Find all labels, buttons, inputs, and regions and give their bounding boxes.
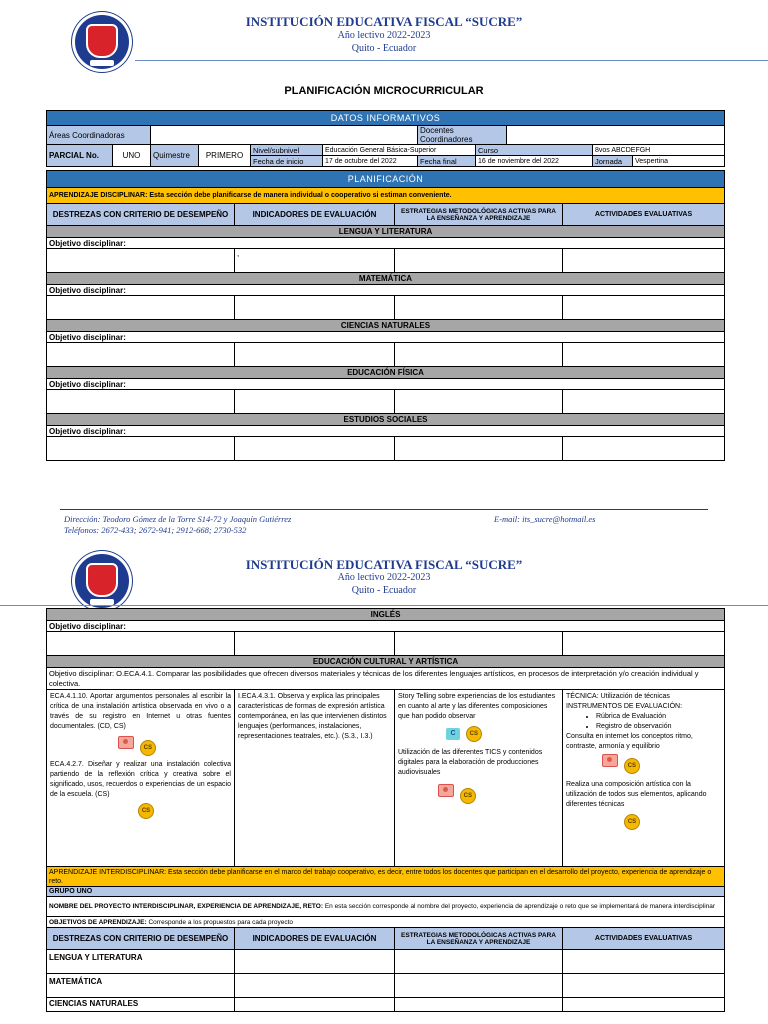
presentation-icon bbox=[602, 754, 618, 767]
subject-header: MATEMÁTICA bbox=[47, 273, 725, 285]
actividades-cell[interactable] bbox=[563, 390, 725, 414]
destreza-1: ECA.4.1.10. Aportar argumentos personales al escribir la crítica de una instalación artística observada en vivo o a través de su registro en Internet u otras fuentes documentales. (CD, CS) bbox=[50, 693, 231, 730]
row-matematica: MATEMÁTICA bbox=[47, 974, 235, 998]
indicadores-cell[interactable] bbox=[235, 632, 395, 656]
datos-section-title: DATOS INFORMATIVOS bbox=[47, 111, 725, 126]
act-realiza: Realiza una composición artística con la utilización de todos sus elementos, aplicando diferentes técnicas bbox=[566, 781, 707, 808]
act-consulta-icons bbox=[566, 752, 721, 780]
subject-header: ESTUDIOS SOCIALES bbox=[47, 414, 725, 426]
planificacion-section-title: PLANIFICACIÓN bbox=[47, 171, 725, 188]
objetivo-label: Objetivo disciplinar: bbox=[47, 426, 725, 437]
school-location: Quito - Ecuador bbox=[351, 43, 417, 54]
act-realiza-icons bbox=[566, 810, 721, 830]
subject-header: EDUCACIÓN FÍSICA bbox=[47, 367, 725, 379]
institution-name: INSTITUCIÓN EDUCATIVA FISCAL “SUCRE” bbox=[245, 557, 523, 572]
footer-address: Dirección: Teodoro Gómez de la Torre S14-72 y Joaquín Gutiérrez bbox=[64, 514, 292, 524]
eca-estrategias-cell[interactable] bbox=[395, 690, 563, 867]
actividades-cell[interactable] bbox=[563, 249, 725, 273]
objetivo-label: Objetivo disciplinar: bbox=[47, 379, 725, 390]
destrezas-cell[interactable] bbox=[47, 632, 235, 656]
indicadores-cell[interactable] bbox=[235, 974, 395, 998]
destrezas-cell[interactable] bbox=[47, 437, 235, 461]
stray-mark: , bbox=[237, 249, 240, 258]
nivel-value: Educación General Básica-Superior bbox=[323, 145, 476, 156]
quimestre-label: Quimestre bbox=[151, 145, 199, 167]
actividades-cell[interactable] bbox=[563, 974, 725, 998]
actividades-cell[interactable] bbox=[563, 343, 725, 367]
cs-badge-icon: CS bbox=[624, 758, 640, 774]
indicadores-cell[interactable] bbox=[235, 437, 395, 461]
col-indicadores: INDICADORES DE EVALUACIÓN bbox=[235, 204, 395, 226]
estrategia-2: Utilización de las diferentes TICS y contenidos digitales para la elaboración de producciones audiovisuales bbox=[398, 749, 543, 776]
actividades-cell[interactable] bbox=[563, 950, 725, 974]
destreza-2-icons bbox=[50, 800, 231, 819]
cs-badge-icon: CS bbox=[138, 803, 154, 819]
quimestre-value: PRIMERO bbox=[199, 145, 251, 167]
c-badge-icon: C bbox=[446, 728, 460, 740]
objetivos-label: OBJETIVOS DE APRENDIZAJE: bbox=[49, 918, 147, 926]
indicadores-cell[interactable] bbox=[235, 950, 395, 974]
school-location: Quito - Ecuador bbox=[351, 585, 417, 596]
proyecto-label: NOMBRE DEL PROYECTO INTERDISCIPLINAR, EXPERIENCIA DE APRENDIZAJE, RETO: bbox=[49, 903, 323, 910]
col-actividades: ACTIVIDADES EVALUATIVAS bbox=[563, 204, 725, 226]
curso-value: 8vos ABCDEFGH bbox=[593, 145, 725, 156]
header-rule bbox=[0, 605, 768, 606]
nivel-label: Nivel/subnivel bbox=[251, 145, 323, 156]
disciplinar-note: APRENDIZAJE DISCIPLINAR: Esta sección debe planificarse de manera individual o cooperativo si estiman conveniente. bbox=[47, 188, 725, 204]
estrategia-1: Story Telling sobre experiencias de los estudiantes en cuanto al arte y las diferentes composiciones que han podido observar bbox=[398, 693, 556, 720]
docentes-label: Docentes Coordinadores bbox=[418, 126, 507, 145]
destreza-2: ECA.4.2.7. Diseñar y realizar una instalación colectiva partiendo de la reflexión crítica y creativa sobre el significado, usos, recuerdos o experiencias de un espacio de la escuela. (CS) bbox=[50, 761, 231, 798]
footer-rule bbox=[60, 509, 708, 510]
cs-badge-icon: CS bbox=[460, 788, 476, 804]
act-bullet: • Rúbrica de Evaluación bbox=[596, 712, 721, 722]
fecha-final-value: 16 de noviembre del 2022 bbox=[476, 156, 593, 167]
actividades-cell[interactable] bbox=[563, 998, 725, 1012]
row-lengua: LENGUA Y LITERATURA bbox=[47, 950, 235, 974]
areas-value[interactable] bbox=[151, 126, 418, 145]
indicadores-cell[interactable] bbox=[235, 998, 395, 1012]
indicadores-cell[interactable] bbox=[235, 343, 395, 367]
act-bullet-list bbox=[566, 712, 721, 732]
fecha-inicio-value: 17 de octubre del 2022 bbox=[323, 156, 418, 167]
eca-objetivo: Objetivo disciplinar: O.ECA.4.1. Comparar las posibilidades que ofrecen diversos materiales y técnicas de los diferentes lenguajes artísticos, en procesos de interpretación y/o creación individual y colectiva. bbox=[47, 668, 725, 690]
col-destrezas: DESTREZAS CON CRITERIO DE DESEMPEÑO bbox=[47, 928, 235, 950]
actividades-cell[interactable] bbox=[563, 437, 725, 461]
areas-label: Áreas Coordinadoras bbox=[47, 126, 151, 145]
objetivo-label: Objetivo disciplinar: bbox=[47, 285, 725, 296]
indicadores-cell[interactable] bbox=[235, 390, 395, 414]
footer-phones: Teléfonos: 2672-433; 2672-941; 2912-668; 2730-532 bbox=[64, 525, 247, 535]
estrategia-2-icons bbox=[398, 778, 559, 804]
presentation-icon bbox=[118, 736, 134, 749]
indicador: I.ECA.4.3.1. Observa y explica las principales características de formas de expresión artística contemporánea, en las que intervienen distintos lenguajes (performances, instalaciones, representaciones teatrales, etc.). (S.3., I.3.) bbox=[238, 693, 387, 740]
estrategias-cell[interactable] bbox=[395, 296, 563, 320]
destrezas-cell[interactable] bbox=[47, 343, 235, 367]
indicadores-cell[interactable] bbox=[235, 296, 395, 320]
cs-badge-icon: CS bbox=[140, 740, 156, 756]
subject-header: LENGUA Y LITERATURA bbox=[47, 226, 725, 238]
estrategias-cell[interactable] bbox=[395, 437, 563, 461]
jornada-value: Vespertina bbox=[633, 156, 725, 167]
act-consulta: Consulta en internet los conceptos ritmo, contraste, armonía y equilibrio bbox=[566, 733, 693, 750]
estrategias-cell[interactable] bbox=[395, 249, 563, 273]
cs-badge-icon: CS bbox=[466, 726, 482, 742]
curso-label: Curso bbox=[476, 145, 593, 156]
act-tecnica: TÉCNICA: Utilización de técnicas bbox=[566, 693, 670, 700]
footer-email[interactable]: E-mail: its_sucre@hotmail.es bbox=[494, 514, 596, 524]
actividades-cell[interactable] bbox=[563, 296, 725, 320]
col-actividades: ACTIVIDADES EVALUATIVAS bbox=[563, 928, 725, 950]
page2-table bbox=[46, 608, 725, 1012]
document-title: PLANIFICACIÓN MICROCURRICULAR bbox=[284, 85, 484, 97]
estrategias-cell[interactable] bbox=[395, 974, 563, 998]
estrategias-cell[interactable] bbox=[395, 950, 563, 974]
objetivo-label: Objetivo disciplinar: bbox=[47, 332, 725, 343]
row-ciencias: CIENCIAS NATURALES bbox=[47, 998, 235, 1012]
objetivos-row[interactable] bbox=[47, 917, 725, 928]
interdisciplinar-note: APRENDIZAJE INTERDISCIPLINAR: Esta sección debe planificarse en el marco del trabajo cooperativo, es decir, entre todos los docentes que participan en el desarrollo del proyecto, experiencia de aprendizaje o reto. bbox=[47, 867, 725, 887]
subject-header-ingles: INGLÉS bbox=[47, 609, 725, 621]
estrategias-cell[interactable] bbox=[395, 343, 563, 367]
subject-header-eca: EDUCACIÓN CULTURAL Y ARTÍSTICA bbox=[47, 656, 725, 668]
col-destrezas: DESTREZAS CON CRITERIO DE DESEMPEÑO bbox=[47, 204, 235, 226]
institution-name: INSTITUCIÓN EDUCATIVA FISCAL “SUCRE” bbox=[245, 14, 523, 29]
parcial-label: PARCIAL No. bbox=[47, 145, 113, 167]
proyecto-text: En esta sección corresponde al nombre del proyecto, experiencia de aprendizaje o reto que se implementará de manera interdisciplinar bbox=[324, 903, 716, 910]
fecha-final-label: Fecha final bbox=[418, 156, 476, 167]
eca-actividades-cell[interactable] bbox=[563, 690, 725, 867]
school-year: Año lectivo 2022-2023 bbox=[337, 30, 431, 41]
eca-indicadores-cell[interactable] bbox=[235, 690, 395, 867]
jornada-label: Jornada bbox=[593, 156, 633, 167]
destrezas-cell[interactable] bbox=[47, 296, 235, 320]
col-indicadores: INDICADORES DE EVALUACIÓN bbox=[235, 928, 395, 950]
docentes-value[interactable] bbox=[507, 126, 725, 145]
eca-destrezas-cell[interactable] bbox=[47, 690, 235, 867]
objetivo-label: Objetivo disciplinar: bbox=[47, 238, 725, 249]
indicadores-cell[interactable] bbox=[235, 249, 395, 273]
col-estrategias: ESTRATEGIAS METODOLÓGICAS ACTIVAS PARA LA ENSEÑANZA Y APRENDIZAJE bbox=[395, 204, 563, 226]
objetivo-label: Objetivo disciplinar: bbox=[47, 621, 725, 632]
estrategia-1-icons bbox=[398, 722, 559, 748]
destreza-1-icons bbox=[50, 732, 231, 760]
school-year: Año lectivo 2022-2023 bbox=[337, 572, 431, 583]
cs-badge-icon: CS bbox=[624, 814, 640, 830]
header-rule bbox=[135, 60, 768, 61]
presentation-icon bbox=[438, 784, 454, 797]
estrategias-cell[interactable] bbox=[395, 632, 563, 656]
estrategias-cell[interactable] bbox=[395, 998, 563, 1012]
act-bullet: • Registro de observación bbox=[596, 722, 721, 732]
subject-header: CIENCIAS NATURALES bbox=[47, 320, 725, 332]
planificacion-table bbox=[46, 170, 725, 461]
fecha-inicio-label: Fecha de inicio bbox=[251, 156, 323, 167]
objetivos-text: Corresponde a los propuestos para cada proyecto bbox=[148, 918, 293, 926]
col-estrategias: ESTRATEGIAS METODOLÓGICAS ACTIVAS PARA LA ENSEÑANZA Y APRENDIZAJE bbox=[395, 928, 563, 950]
actividades-cell[interactable] bbox=[563, 632, 725, 656]
datos-informativos-table bbox=[46, 110, 725, 167]
destrezas-cell[interactable] bbox=[47, 249, 235, 273]
parcial-value: UNO bbox=[113, 145, 151, 167]
act-instrumentos: INSTRUMENTOS DE EVALUACIÓN: bbox=[566, 703, 683, 710]
estrategias-cell[interactable] bbox=[395, 390, 563, 414]
grupo-label: GRUPO UNO bbox=[47, 887, 725, 897]
destrezas-cell[interactable] bbox=[47, 390, 235, 414]
proyecto-row[interactable] bbox=[47, 897, 725, 917]
